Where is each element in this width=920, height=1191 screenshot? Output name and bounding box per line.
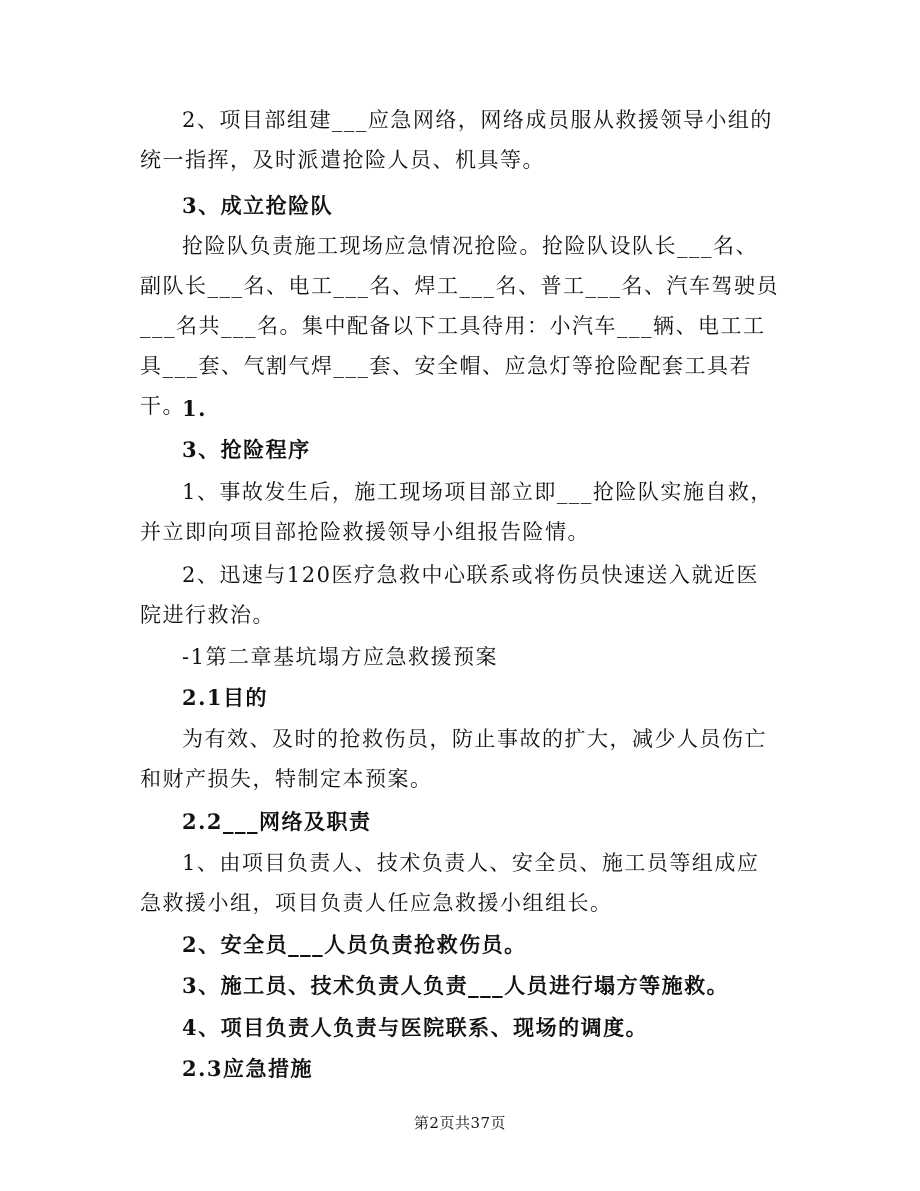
paragraph-procedure-step-1: 1、事故发生后，施工现场项目部立即___抢险队实施自救，并立即向项目部抢险救援领导小组报告险情。 <box>140 480 773 544</box>
heading-rescue-team: 3、成立抢险队 <box>182 193 334 218</box>
heading-rescue-procedure: 3、抢险程序 <box>182 437 311 462</box>
page-number-footer: 第2页共37页 <box>413 1114 507 1132</box>
paragraph-purpose: 为有效、及时的抢救伤员，防止事故的扩大，减少人员伤亡和财产损失，特制定本预案。 <box>140 727 767 791</box>
paragraph-network-setup: 2、项目部组建___应急网络，网络成员服从救援领导小组的统一指挥，及时派遣抢险人员、机具等。 <box>140 108 773 172</box>
heading-2-1: 2.1目的 <box>182 685 269 710</box>
paragraph-duty-1: 1、由项目负责人、技术负责人、安全员、施工员等组成应急救援小组，项目负责人任应急救援小组组长。 <box>140 851 760 915</box>
paragraph-duty-3: 3、施工员、技术负责人负责___人员进行塌方等施救。 <box>182 973 730 998</box>
heading-2-3: 2.3应急措施 <box>182 1056 314 1081</box>
chapter-title: -1第二章基坑塌方应急救援预案 <box>182 645 498 669</box>
paragraph-rescue-team: 抢险队负责施工现场应急情况抢险。抢险队设队长___名、副队长___名、电工___名、焊工___名、普工___名、汽车驾驶员___名共___名。集中配备以下工具待用：小汽车___辆、电工工具___套、气割气焊___套、安全帽、应急灯等抢险配套工具若干。 <box>140 234 779 418</box>
paragraph-duty-4: 4、项目负责人负责与医院联系、现场的调度。 <box>182 1015 649 1040</box>
paragraph-procedure-step-2: 2、迅速与120医疗急救中心联系或将伤员快速送入就近医院进行救治。 <box>140 563 759 627</box>
heading-item-1: 1. <box>182 396 207 421</box>
paragraph-duty-2: 2、安全员___人员负责抢救伤员。 <box>182 932 527 957</box>
heading-2-2: 2.2___网络及职责 <box>182 809 372 834</box>
